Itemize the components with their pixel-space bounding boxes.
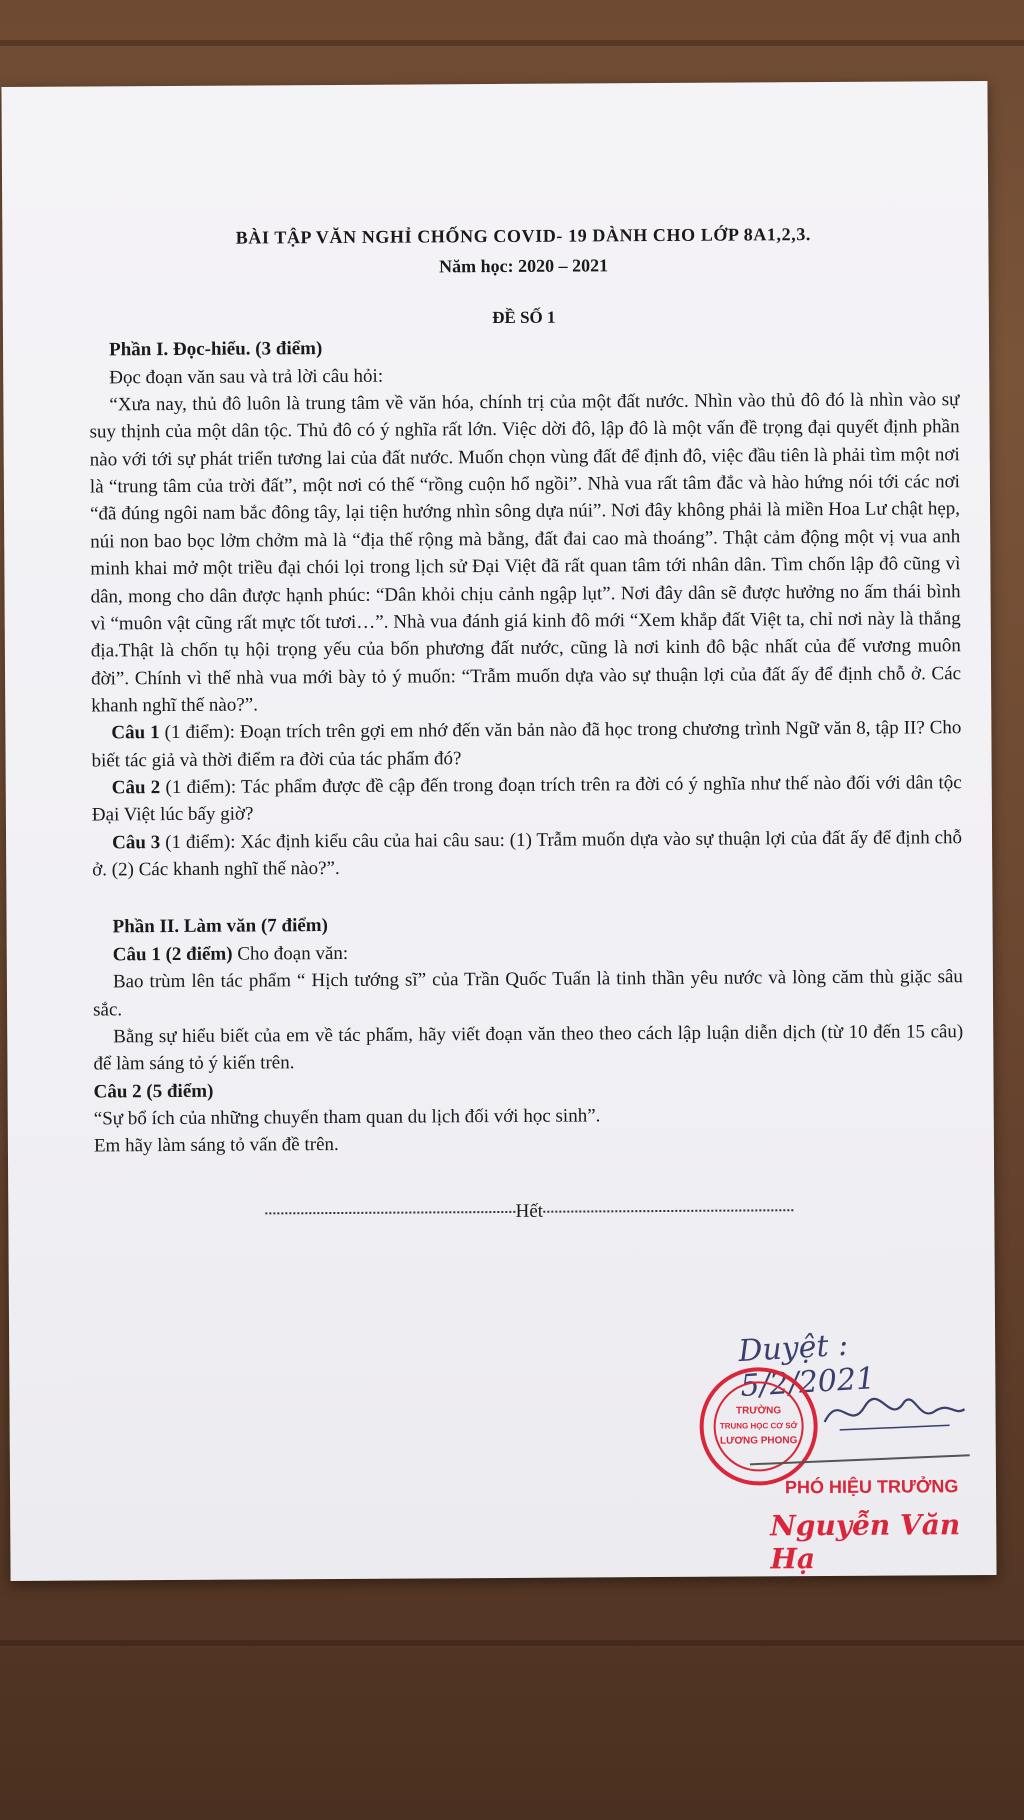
question-1-text: (1 điểm): Đoạn trích trên gợi em nhớ đến văn bản nào đã học trong chương trình Ngữ văn 8, tập II? Cho biết tác giả và thời điểm ra đời của tác phẩm đó? [91, 717, 962, 772]
exam-content [88, 221, 964, 1227]
part1-instruction: Đọc đoạn văn sau và trả lời câu hỏi: [109, 365, 384, 389]
school-year: Năm học: 2020 – 2021 [438, 255, 609, 277]
part2-heading: Phần II. Làm văn (7 điểm) [112, 915, 329, 938]
essay-task-1: Bằng sự hiểu biết của em về tác phẩm, hãy viết đoạn văn theo theo cách lập luận diễn dịch (từ 10 đến 15 câu) để làm sáng tỏ ý kiến trên. [93, 1021, 964, 1075]
essay-task-2: Em hãy làm sáng tỏ vấn đề trên. [93, 1134, 339, 1157]
essay-topic: “Sự bổ ích của những chuyến tham quan du lịch đối với học sinh”. [93, 1105, 601, 1130]
question-3 [92, 824, 962, 884]
signer-name: Nguyễn Văn Hạ [770, 1508, 961, 1576]
end-marker [94, 1195, 964, 1228]
end-text: Hết [515, 1200, 544, 1222]
stamp-text-bottom: LƯƠNG PHONG [719, 1435, 798, 1447]
handwritten-signature [819, 1381, 969, 1442]
part1-heading: Phần I. Đọc-hiểu. (3 điểm) [108, 338, 323, 361]
question-3-text: (1 điểm): Xác định kiểu câu của hai câu sau: (1) Trẫm muốn dựa vào sự thuận lợi của đất ấy để định chỗ ở. (2) Các khanh nghĩ thế nào?”. [92, 826, 963, 881]
reading-passage: “Xưa nay, thủ đô luôn là trung tâm về văn hóa, chính trị của một đất nước. Nhìn vào thủ đô đó là nhìn vào sự suy thịnh của một dân tộc. Thủ đô có ý nghĩa rất lớn. Việc dời đô, lập đô là một vấn đề trọng đại quyết định phần nào với tới sự phát triển tương lai của đất nước. Muốn chọn vùng đất để định đô, việc đầu tiên là phải tìm một nơi là “trung tâm của trời đất”, một nơi có thế “rồng cuộn hổ ngồi”. Nhà vua rất tâm đắc và hào hứng nói tới các nơi “đã đúng ngôi nam bắc đông tây, lại tiện hướng nhìn sông dựa núi”. Nơi đây không phải là miền Hoa Lư chật hẹp, núi non bao bọc lởm chởm mà là “địa thế rộng mà bằng, đất đai cao mà thoáng”. Thật cảm động một vị vua anh minh khai mở một triều đại chói lọi trong lịch sử Đại Việt đã rất quan tâm tới nhân dân. Tìm chốn lập đô cũng vì dân, mong cho dân được hạnh phúc: “Dân khỏi chịu cảnh ngập lụt”. Nơi đây dân sẽ được hưởng no ấm thái bình vì “muôn vật cũng rất mực tốt tươi…”. Nhà vua đánh giá kinh đô mới “Xem khắp đất Việt ta, chỉ nơi này là thắng địa.Thật là chốn tụ hội trọng yếu của bốn phương đất nước, cũng là nơi kinh đô bậc nhất của đế vương muôn đời”. Chính vì thế nhà vua mới bày tỏ ý muốn: “Trẫm muốn dựa vào sự thuận lợi của đất ấy để định chỗ ở. Các khanh nghĩ thế nào?”. [89, 389, 962, 717]
question-2-label: Câu 2 [111, 777, 161, 799]
signer-position: PHÓ HIỆU TRƯỞNG [784, 1476, 959, 1498]
stamp-text-top: TRƯỜNG [735, 1405, 782, 1417]
essay-question-2-label: Câu 2 (5 điểm) [93, 1080, 214, 1103]
dotted-line [266, 1211, 516, 1215]
question-1 [91, 714, 961, 774]
document-title: BÀI TẬP VĂN NGHỈ CHỐNG COVID- 19 DÀNH CHO LỚP 8A1,2,3. [235, 224, 812, 248]
exam-number: ĐỀ SỐ 1 [492, 307, 556, 327]
essay-question-1-label: Câu 1 (2 điểm) [112, 943, 233, 966]
stamp-text-mid: TRUNG HỌC CƠ SỞ [719, 1421, 798, 1431]
signature-block [689, 1326, 990, 1576]
wood-grain [0, 40, 1024, 46]
approval-note: Duyệt : 5/2/2021 [737, 1327, 877, 1405]
question-1-label: Câu 1 [111, 722, 160, 744]
essay-quote: Bao trùm lên tác phẩm “ Hịch tướng sĩ” của Trần Quốc Tuấn là tinh thần yêu nước và lòng căm thù giặc sâu sắc. [93, 966, 963, 1021]
question-2-text: (1 điểm): Tác phẩm được đề cập đến trong đoạn trích trên ra đời có ý nghĩa như thế nào đối với dân tộc Đại Việt lúc bấy giờ? [91, 772, 962, 826]
question-2 [92, 769, 962, 829]
wood-grain [0, 1640, 1024, 1646]
question-3-label: Câu 3 [111, 831, 161, 854]
school-stamp [699, 1367, 818, 1486]
exam-paper [1, 81, 996, 1581]
dotted-line [543, 1209, 793, 1213]
essay-question-1-intro: Cho đoạn văn: [232, 942, 349, 965]
